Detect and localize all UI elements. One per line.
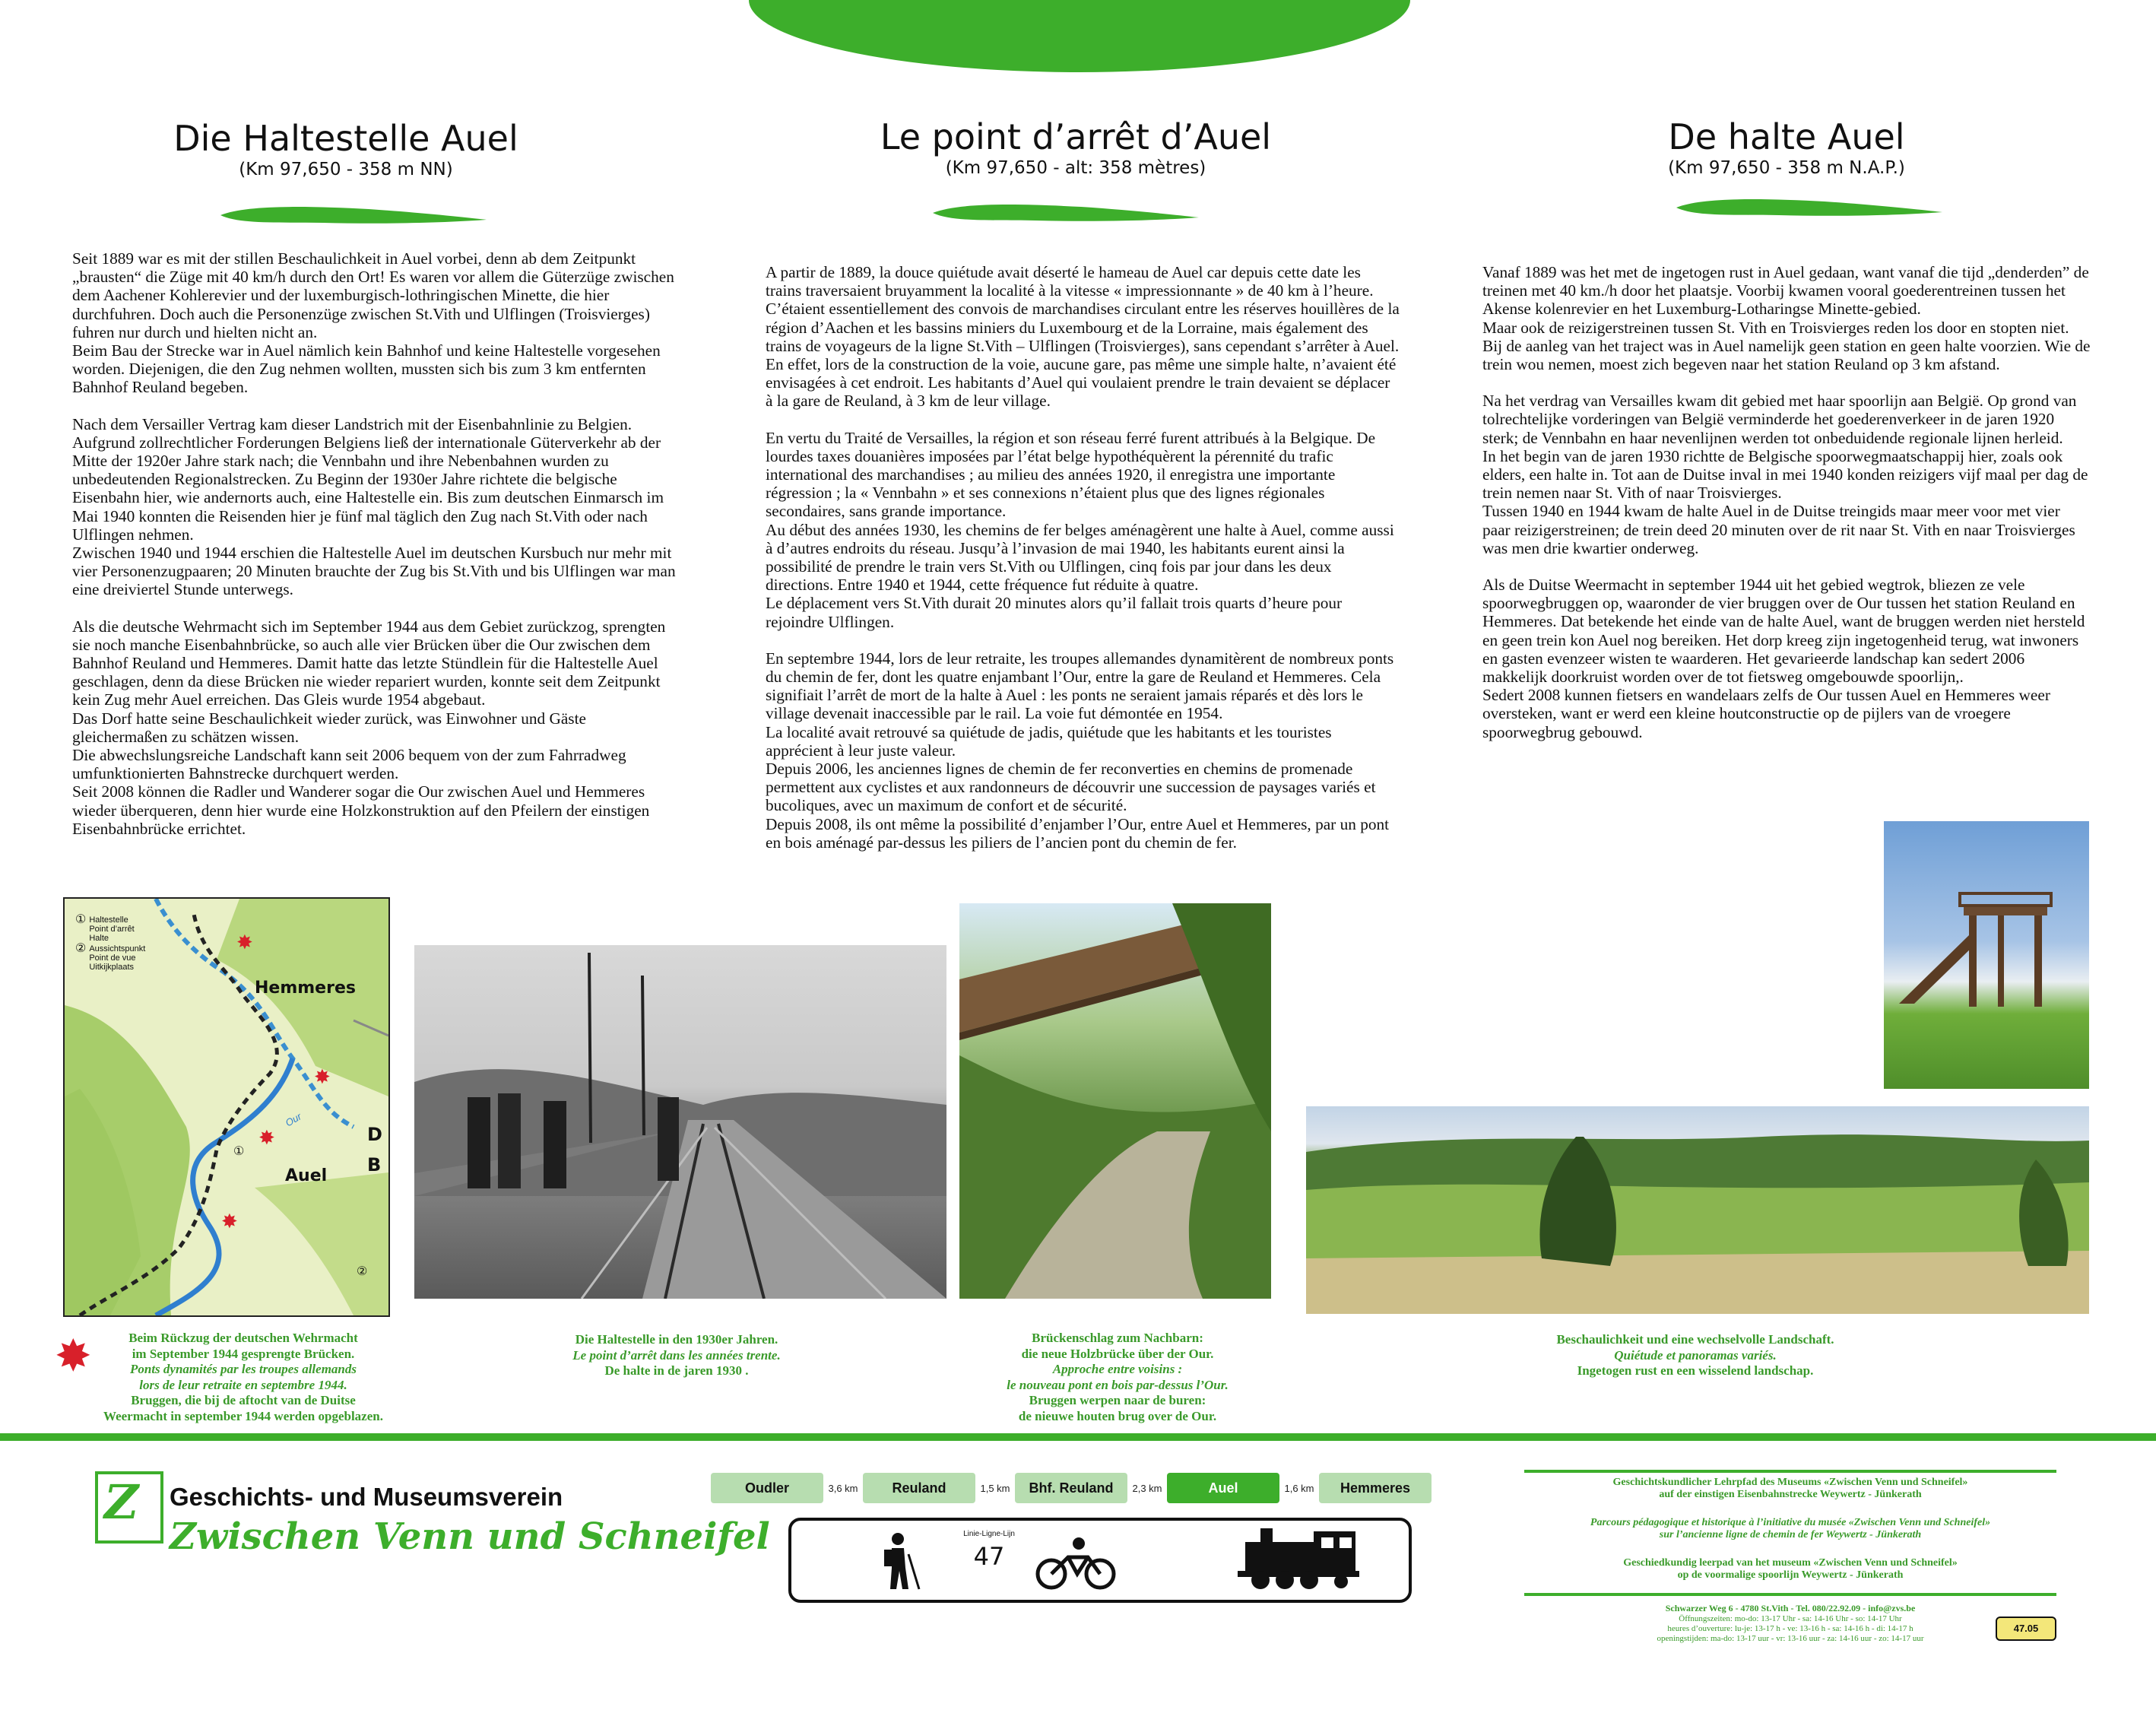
legend-marker: ① bbox=[75, 913, 87, 926]
caption-nl: Bruggen werpen naar de buren: de nieuwe houten brug over de Our. bbox=[1018, 1393, 1217, 1423]
map-label-our: Our bbox=[283, 1110, 303, 1129]
paragraph: A partir de 1889, la douce quiétude avait déserté le hameau de Auel car depuis cette date les trains traversaient bruyamment la localité à la vitesse « impressionnante » de 40 km à l’heure. C’étaient essentiellement des convois de marchandises circulant entre les réserves houillères de la région d’Aachen et les bassins miniers du Luxembourg et de la Lorraine, mais également des trains de voyageurs de la ligne St.Vith – Ulflingen (Troisvierges), sans cependant s’arrêter à Auel. En effet, lors de la construction de la voie, aucune gare, pas même une simple halte, n’avaient été envisagées à cet endroit. Les habitants d’Auel qui voulaient prendre le train devaient se déplacer à la gare de Reuland, à 3 km de leur village. bbox=[766, 263, 1400, 411]
route-distance: 3,6 km bbox=[828, 1482, 858, 1494]
paragraph: Vanaf 1889 was het met de ingetogen rust in Auel gedaan, want vanaf die tijd „denderden” de treinen met 40 km./h door het plaatsje. Voorbij kwamen vooral goederentreinen tussen het Akense kolenrevier en het Luxemburg-Lotharingse Minette-gebied. Maar ook de reizigerstreinen tussen St. Vith en Troisvierges reden los door en stopten niet. Bij de aanleg van het traject was in Auel namelijk geen station en geen halte voorzien. Wie de trein wou nemen, moest zich begeven naar het station Reuland op 3 km afstand. bbox=[1482, 263, 2091, 374]
caption-fr: Ponts dynamités par les troupes allemands lors de leur retraite en septembre 1944. bbox=[130, 1362, 357, 1392]
paragraph: En septembre 1944, lors de leur retraite, les troupes allemandes dynamitèrent de nombreux ponts du chemin de fer, dont les quatre enjambant l’Our, entre la gare de Reuland et Hemmeres. Cela signifiait l’arrêt de mort de la halte à Auel : les ponts ne seraient jamais réparés et dès lors le village devenait inaccessible par le rail. La voie fut démontée en 1954. La localité avait retrouvé sa quiétude de jadis, quiétude que les habitants et les touristes apprécient à leur juste valeur. Depuis 2006, les anciennes lignes de chemin de fer reconverties en chemins de promenade permettent aux cyclistes et aux randonneurs de découvrir une succession de paysages variés et bucoliques, avec un maximum de confort et de sécurité. Depuis 2008, ils ont même la possibilité d’enjamber l’Our, entre Auel et Hemmeres, par un pont en bois aménagé par-dessus les piliers de l’ancien pont du chemin de fer. bbox=[766, 649, 1394, 852]
caption-de: Brückenschlag zum Nachbarn: die neue Holzbrücke über der Our. bbox=[1021, 1331, 1214, 1361]
explosion-icon: ✸ bbox=[236, 931, 253, 953]
paragraph: Na het verdrag van Versailles kwam dit gebied met haar spoorlijn aan België. Op grond van tolrechtelijke vorderingen van België verminderde het goederenverkeer in de jaren 1920 sterk; de Vennbahn en haar nevenlijnen werden tot onbeduidende regionale lijnen herleid. In het begin van de jaren 1930 richtte de Belgische spoorwegmaatschappij hier, zoals ook elders, een halte in. Tot aan de Duitse inval in mei 1940 konden reizigers vijf maal per dag de trein nemen naar St. Vith of naar Troisvierges. Tussen 1940 en 1944 kwam de halte Auel in de Duitse treingids maar meer voor met vier paar reizigerstreinen; de trein deed 20 minuten over de rit naar St. Vith en naar Troisvierges was men drie kwartier onderweg. bbox=[1482, 392, 2088, 557]
route-distance: 2,3 km bbox=[1132, 1482, 1162, 1494]
explosion-icon: ✸ bbox=[258, 1127, 275, 1149]
historic-photo-caption bbox=[487, 1332, 867, 1379]
footer-divider bbox=[0, 1433, 2156, 1441]
paragraph: Seit 1889 war es mit der stillen Beschaulichkeit in Auel vorbei, denn ab dem Zeitpunkt „brausten“ die Züge mit 40 km/h durch den Ort! Es waren vor allem die Güterzüge zwischen dem Aachener Kohlerevier und der luxemburgisch-lothringischen Minette, die hier durchfuhren. Doch auch die Personenzüge zwischen St.Vith und Ulflingen (Troisvierges) fuhren nur durch und hielten nicht an. Beim Bau der Strecke war in Auel nämlich kein Bahnhof und keine Haltestelle vorgesehen worden. Diejenigen, die den Zug nehmen wollten, mussten sich bis zum 3 km entfernten Bahnhof Reuland begeben. bbox=[72, 249, 674, 397]
tower-photo bbox=[1884, 821, 2089, 1089]
paragraph: Nach dem Versailler Vertrag kam dieser Landstrich mit der Eisenbahnlinie zu Belgien. Aufgrund zollrechtlicher Forderungen Belgiens ließ der internationale Güterverkehr ab der Mitte der 1920er Jahre stark nach; die Vennbahn und ihre Nebenbahnen wurden zu unbedeutenden Regionalstrecken. Zu Beginn der 1930er Jahre richtete die belgische Eisenbahn hier, wie andernorts auch, eine Haltestelle ein. Bis zum deutschen Einmarsch im Mai 1940 konnten die Reisenden hier je fünf mal täglich den Zug nach St.Vith oder nach Ulflingen nehmen. Zwischen 1940 und 1944 erschien die Haltestelle Auel im deutschen Kursbuch nur mehr mit vier Personenzugpaaren; 20 Minuten brauchte der Zug bis St.Vith und bis Ulflingen war man eine dreiviertel Stunde unterwegs. bbox=[72, 414, 676, 599]
text-column-nl bbox=[1482, 263, 2091, 760]
route-station: Bhf. Reuland bbox=[1015, 1473, 1127, 1503]
historic-photo bbox=[414, 945, 946, 1299]
info-nl: Geschiedkundig leerpad van het museum «Zwischen Venn und Schneifel» op de voormalige spoorlijn Weywertz - Jünkerath bbox=[1623, 1557, 1958, 1581]
bicycle-icon bbox=[1035, 1536, 1118, 1593]
caption-fr: Quiétude et panoramas variés. bbox=[1614, 1347, 1777, 1363]
map-label-b: B bbox=[367, 1154, 382, 1176]
text-column-fr bbox=[766, 263, 1400, 870]
map-label-d: D bbox=[367, 1124, 382, 1145]
landscape-photo bbox=[1306, 1106, 2089, 1314]
map-marker-halt: ① bbox=[233, 1145, 245, 1158]
org-name-script: Zwischen Venn und Schneifel bbox=[170, 1515, 770, 1558]
subtitle-fr: (Km 97,650 - alt: 358 mètres) bbox=[945, 158, 1206, 178]
map-legend bbox=[75, 915, 145, 972]
legend-label: Aussichtspunkt Point de vue Uitkijkplaats bbox=[89, 944, 146, 972]
route-station: Reuland bbox=[863, 1473, 975, 1503]
paragraph: Als die deutsche Wehrmacht sich im September 1944 aus dem Gebiet zurückzog, sprengten sie noch manche Eisenbahnbrücke, so auch alle vier Brücken über die Our zwischen dem Bahnhof Reuland und Hemmeres. Damit hatte das letzte Stündlein für die Haltestelle Auel geschlagen, denn da diese Brücken nie wieder repariert wurden, konnte seit dem Zeitpunkt kein Zug mehr Auel erreichen. Das Gleis wurde 1954 abgebaut. Das Dorf hatte seine Beschaulichkeit wieder zurück, was Einwohner und Gäste gleichermaßen zu schätzen wissen. Die abwechslungsreiche Landschaft kann seit 2006 bequem von der zum Fahrradweg umfunktionierten Bahnstrecke durchquert werden. Seit 2008 können die Radler und Wanderer sogar die Our zwischen Auel und Hemmeres wieder überqueren, denn hier wurde eine Holzkonstruktion auf den Pfeilern der einstigen Eisenbahnbrücke errichtet. bbox=[72, 617, 666, 838]
title-de: Die Haltestelle Auel bbox=[173, 118, 518, 159]
caption-nl: De halte in de jaren 1930 . bbox=[604, 1363, 749, 1378]
caption-fr: Le point d’arrêt dans les années trente. bbox=[572, 1347, 781, 1363]
route-station: Oudler bbox=[711, 1473, 823, 1503]
brush-divider bbox=[1672, 194, 1946, 221]
info-rule bbox=[1524, 1593, 2056, 1596]
route-station: Auel bbox=[1167, 1473, 1279, 1503]
address: Schwarzer Weg 6 - 4780 St.Vith - Tel. 080/22.92.09 - info@zvs.be bbox=[1665, 1603, 1916, 1613]
caption-nl: Bruggen, die bij de aftocht van de Duitse Weermacht in september 1944 werden opgeblazen. bbox=[103, 1393, 383, 1423]
bridge-photo bbox=[959, 903, 1271, 1299]
landscape-photo-caption bbox=[1467, 1332, 1923, 1379]
map-label-auel: Auel bbox=[285, 1166, 328, 1185]
org-name: Geschichts- und Museumsverein bbox=[170, 1483, 563, 1511]
title-fr: Le point d’arrêt d’Auel bbox=[880, 116, 1272, 157]
line-label: Linie-Ligne-Lijn bbox=[963, 1530, 1015, 1538]
brush-divider bbox=[929, 199, 1203, 226]
title-nl: De halte Auel bbox=[1668, 116, 1905, 157]
caption-de: Die Haltestelle in den 1930er Jahren. bbox=[575, 1332, 778, 1347]
map-marker-viewpoint: ② bbox=[357, 1265, 368, 1278]
explosion-icon: ✸ bbox=[221, 1210, 238, 1233]
map-caption bbox=[72, 1331, 414, 1424]
top-banner bbox=[749, 0, 1410, 72]
subtitle-nl: (Km 97,650 - 358 m N.A.P.) bbox=[1668, 158, 1905, 178]
legend-label: Haltestelle Point d’arrêt Halte bbox=[89, 915, 135, 943]
paragraph: En vertu du Traité de Versailles, la région et son réseau ferré furent attribués à la Belgique. De lourdes taxes douanières imposées par l’état belge hypothéquèrent la pérennité du trafic international des marchandises ; au milieu des années 1920, il enregistra une importante régression ; la « Vennbahn » et ses connexions n’étaient plus que des lignes régionales secondaires, sans grande importance. Au début des années 1930, les chemins de fer belges aménagèrent une halte à Auel, comme aussi à d’autres endroits du réseau. Jusqu’à l’invasion de mai 1940, les habitants eurent ainsi la possibilité de prendre le train vers St.Vith ou Ulflingen, cinq fois par jour dans les deux directions. Entre 1940 et 1944, cette fréquence fut réduite à quatre. Le déplacement vers St.Vith durait 20 minutes alors qu’il fallait trois quarts d’heure pour rejoindre Ulflingen. bbox=[766, 428, 1394, 631]
opening-hours-fr: heures d’ouverture: lu-je: 13-17 h - ve: 13-16 h - sa: 14-16 h - di: 14-17 h bbox=[1667, 1624, 1913, 1633]
opening-hours-de: Öffnungszeiten: mo-do: 13-17 Uhr - sa: 14-16 Uhr - so: 14-17 Uhr bbox=[1679, 1614, 1902, 1623]
info-fr: Parcours pédagogique et historique à l’initiative du musée «Zwischen Venn und Schneifel» sur l’ancienne ligne de chemin de fer Weywertz - Jünkerath bbox=[1590, 1517, 1991, 1540]
explosion-icon: ✸ bbox=[314, 1066, 331, 1088]
caption-fr: Approche entre voisins : le nouveau pont en bois par-dessus l’Our. bbox=[1007, 1362, 1229, 1392]
locomotive-icon bbox=[1238, 1524, 1367, 1591]
info-de: Geschichtskundlicher Lehrpfad des Museums «Zwischen Venn und Schneifel» auf der einstigen Eisenbahnstrecke Weywertz - Jünkerath bbox=[1612, 1477, 1968, 1500]
line-number: 47 bbox=[973, 1542, 1005, 1571]
route-bar bbox=[711, 1473, 1432, 1503]
zvs-logo: Z bbox=[95, 1471, 163, 1544]
caption-de: Beschaulichkeit und eine wechselvolle Landschaft. bbox=[1556, 1332, 1834, 1347]
route-distance: 1,6 km bbox=[1284, 1482, 1314, 1494]
subtitle-de: (Km 97,650 - 358 m NN) bbox=[239, 160, 453, 179]
legend-marker: ② bbox=[75, 942, 87, 955]
opening-hours-nl: openingstijden: ma-do: 13-17 uur - vr: 13-16 uur - za: 14-16 uur - zo: 14-17 uur bbox=[1657, 1634, 1924, 1643]
text-column-de bbox=[72, 249, 680, 856]
route-distance: 1,5 km bbox=[980, 1482, 1010, 1494]
route-station: Hemmeres bbox=[1319, 1473, 1432, 1503]
explosion-icon: ✸ bbox=[55, 1331, 92, 1381]
route-map bbox=[63, 897, 390, 1317]
sign-number-badge: 47.05 bbox=[1996, 1617, 2056, 1641]
brush-divider bbox=[217, 201, 490, 228]
map-label-hemmeres: Hemmeres bbox=[255, 979, 356, 998]
bridge-photo-caption bbox=[943, 1331, 1292, 1424]
paragraph: Als de Duitse Weermacht in september 1944 uit het gebied wegtrok, bliezen ze vele spoorwegbruggen op, waaronder de vier bruggen over de Our tussen het station Reuland en Hemmeres. Dat betekende het einde van de halte Auel, want de bruggen werden niet hersteld en geen trein kon Auel nog bereiken. Het dorp kreeg zijn ingetogenheid terug, wat inwoners en gasten evenzeer wisten te waarderen. Het gevarieerde landschap kan sedert 2006 makkelijk doorkruist worden over de tot fietsweg omgebouwde spoorlijn,. Sedert 2008 kunnen fietsers en wandelaars zelfs de Our tussen Auel en Hemmeres weer oversteken, want er werd een kleine houtconstructie op de pijlers van de vroegere spoorwegbrug gebouwd. bbox=[1482, 576, 2085, 741]
caption-nl: Ingetogen rust en een wisselend landschap. bbox=[1577, 1363, 1814, 1378]
info-rule bbox=[1524, 1470, 2056, 1473]
caption-de: Beim Rückzug der deutschen Wehrmacht im September 1944 gesprengte Brücken. bbox=[128, 1331, 358, 1361]
hiker-icon bbox=[875, 1531, 928, 1592]
